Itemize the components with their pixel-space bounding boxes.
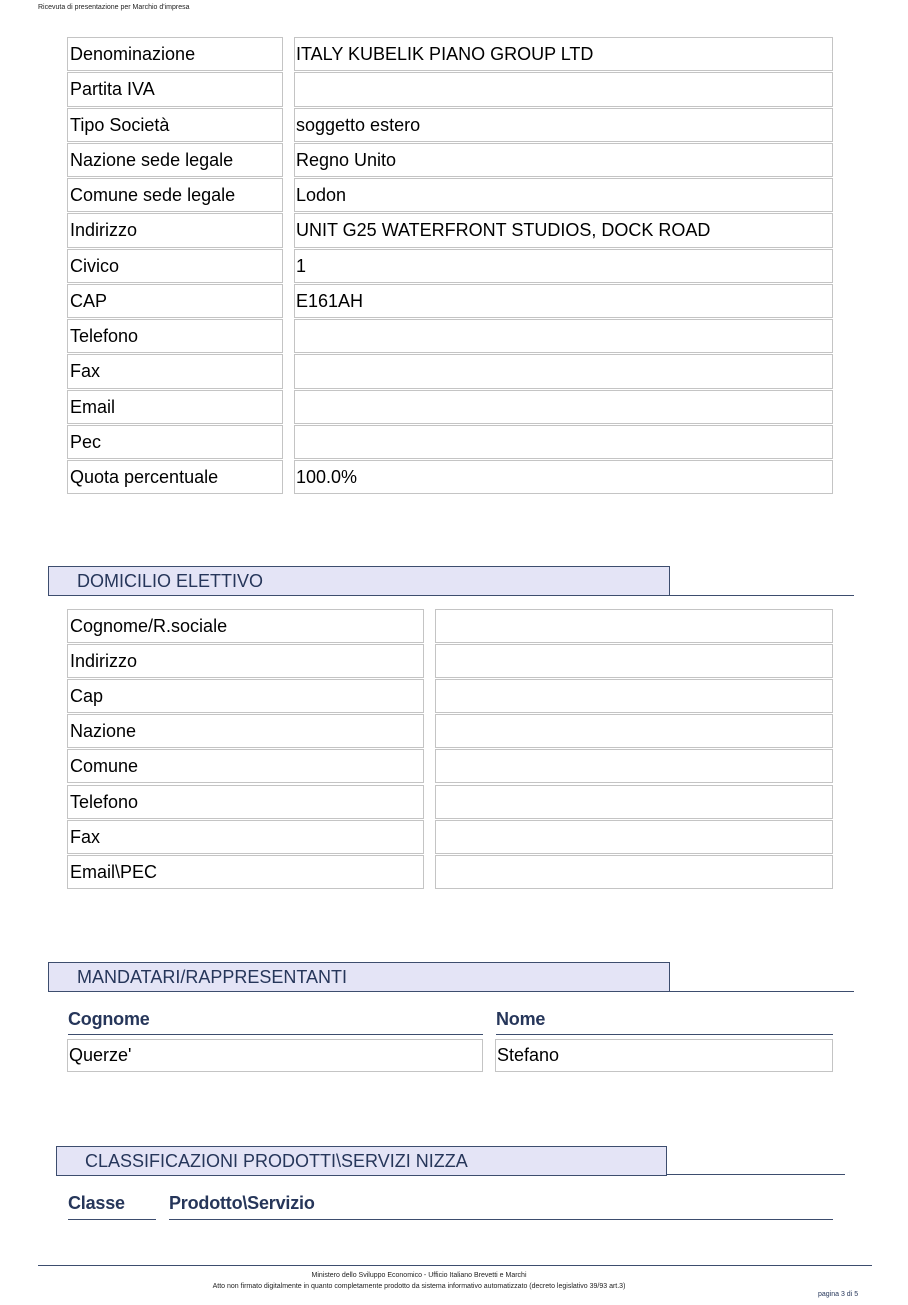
- applicant-row-11-value: [294, 425, 833, 459]
- domicilio-row-6-label: Fax: [67, 820, 424, 854]
- section-classificazioni-title: CLASSIFICAZIONI PRODOTTI\SERVIZI NIZZA: [56, 1146, 667, 1176]
- section-classificazioni-rule: [667, 1174, 845, 1175]
- applicant-row-9-value: [294, 354, 833, 388]
- applicant-row-10-value: [294, 390, 833, 424]
- applicant-row-3-label: Nazione sede legale: [67, 143, 283, 177]
- column-header-classe: Classe: [68, 1193, 125, 1213]
- applicant-row-0-value: ITALY KUBELIK PIANO GROUP LTD: [294, 37, 833, 71]
- domicilio-row-0-value: [435, 609, 833, 643]
- mandatario-nome-value: Stefano: [495, 1039, 833, 1072]
- domicilio-row-2-label: Cap: [67, 679, 424, 713]
- page-number: pagina 3 di 5: [818, 1291, 859, 1298]
- applicant-row-3-value: Regno Unito: [294, 143, 833, 177]
- domicilio-row-7-label: Email\PEC: [67, 855, 424, 889]
- applicant-row-6-label: Civico: [67, 249, 283, 283]
- domicilio-row-3-label: Nazione: [67, 714, 424, 748]
- section-domicilio-rule: [670, 595, 854, 596]
- section-mandatari-rule: [670, 991, 854, 992]
- section-mandatari-title: MANDATARI/RAPPRESENTANTI: [48, 962, 670, 992]
- document-header-note: Ricevuta di presentazione per Marchio d'impresa: [38, 4, 190, 11]
- domicilio-row-4-value: [435, 749, 833, 783]
- domicilio-row-0-label: Cognome/R.sociale: [67, 609, 424, 643]
- mandatario-cognome-value: Querze': [67, 1039, 483, 1072]
- applicant-row-5-value: UNIT G25 WATERFRONT STUDIOS, DOCK ROAD: [294, 213, 833, 247]
- domicilio-row-3-value: [435, 714, 833, 748]
- domicilio-row-5-value: [435, 785, 833, 819]
- applicant-row-6-value: 1: [294, 249, 833, 283]
- applicant-row-0-label: Denominazione: [67, 37, 283, 71]
- column-rule-prodotto: [169, 1219, 833, 1220]
- footer-rule: [38, 1265, 872, 1266]
- applicant-row-11-label: Pec: [67, 425, 283, 459]
- applicant-row-1-label: Partita IVA: [67, 72, 283, 106]
- applicant-row-4-value: Lodon: [294, 178, 833, 212]
- applicant-row-2-value: soggetto estero: [294, 108, 833, 142]
- footer-ministry-line: Ministero dello Sviluppo Economico - Ufficio Italiano Brevetti e Marchi: [311, 1272, 527, 1279]
- applicant-row-8-label: Telefono: [67, 319, 283, 353]
- domicilio-row-2-value: [435, 679, 833, 713]
- domicilio-row-6-value: [435, 820, 833, 854]
- domicilio-row-7-value: [435, 855, 833, 889]
- applicant-row-12-value: 100.0%: [294, 460, 833, 494]
- column-rule-classe: [68, 1219, 156, 1220]
- column-rule-cognome: [68, 1034, 483, 1035]
- applicant-row-8-value: [294, 319, 833, 353]
- domicilio-row-5-label: Telefono: [67, 785, 424, 819]
- column-header-cognome: Cognome: [68, 1009, 150, 1029]
- column-header-nome: Nome: [496, 1009, 546, 1029]
- column-header-prodotto: Prodotto\Servizio: [169, 1193, 315, 1213]
- applicant-row-1-value: [294, 72, 833, 106]
- applicant-row-7-value: E161AH: [294, 284, 833, 318]
- domicilio-row-1-label: Indirizzo: [67, 644, 424, 678]
- footer-disclaimer-line: Atto non firmato digitalmente in quanto completamente prodotto da sistema informativo automatizzato (decreto legislativo 39/93 art.3): [212, 1283, 626, 1290]
- applicant-row-4-label: Comune sede legale: [67, 178, 283, 212]
- applicant-row-7-label: CAP: [67, 284, 283, 318]
- domicilio-row-1-value: [435, 644, 833, 678]
- column-rule-nome: [496, 1034, 833, 1035]
- applicant-row-10-label: Email: [67, 390, 283, 424]
- applicant-row-5-label: Indirizzo: [67, 213, 283, 247]
- domicilio-row-4-label: Comune: [67, 749, 424, 783]
- applicant-row-9-label: Fax: [67, 354, 283, 388]
- applicant-row-12-label: Quota percentuale: [67, 460, 283, 494]
- section-domicilio-title: DOMICILIO ELETTIVO: [48, 566, 670, 596]
- applicant-row-2-label: Tipo Società: [67, 108, 283, 142]
